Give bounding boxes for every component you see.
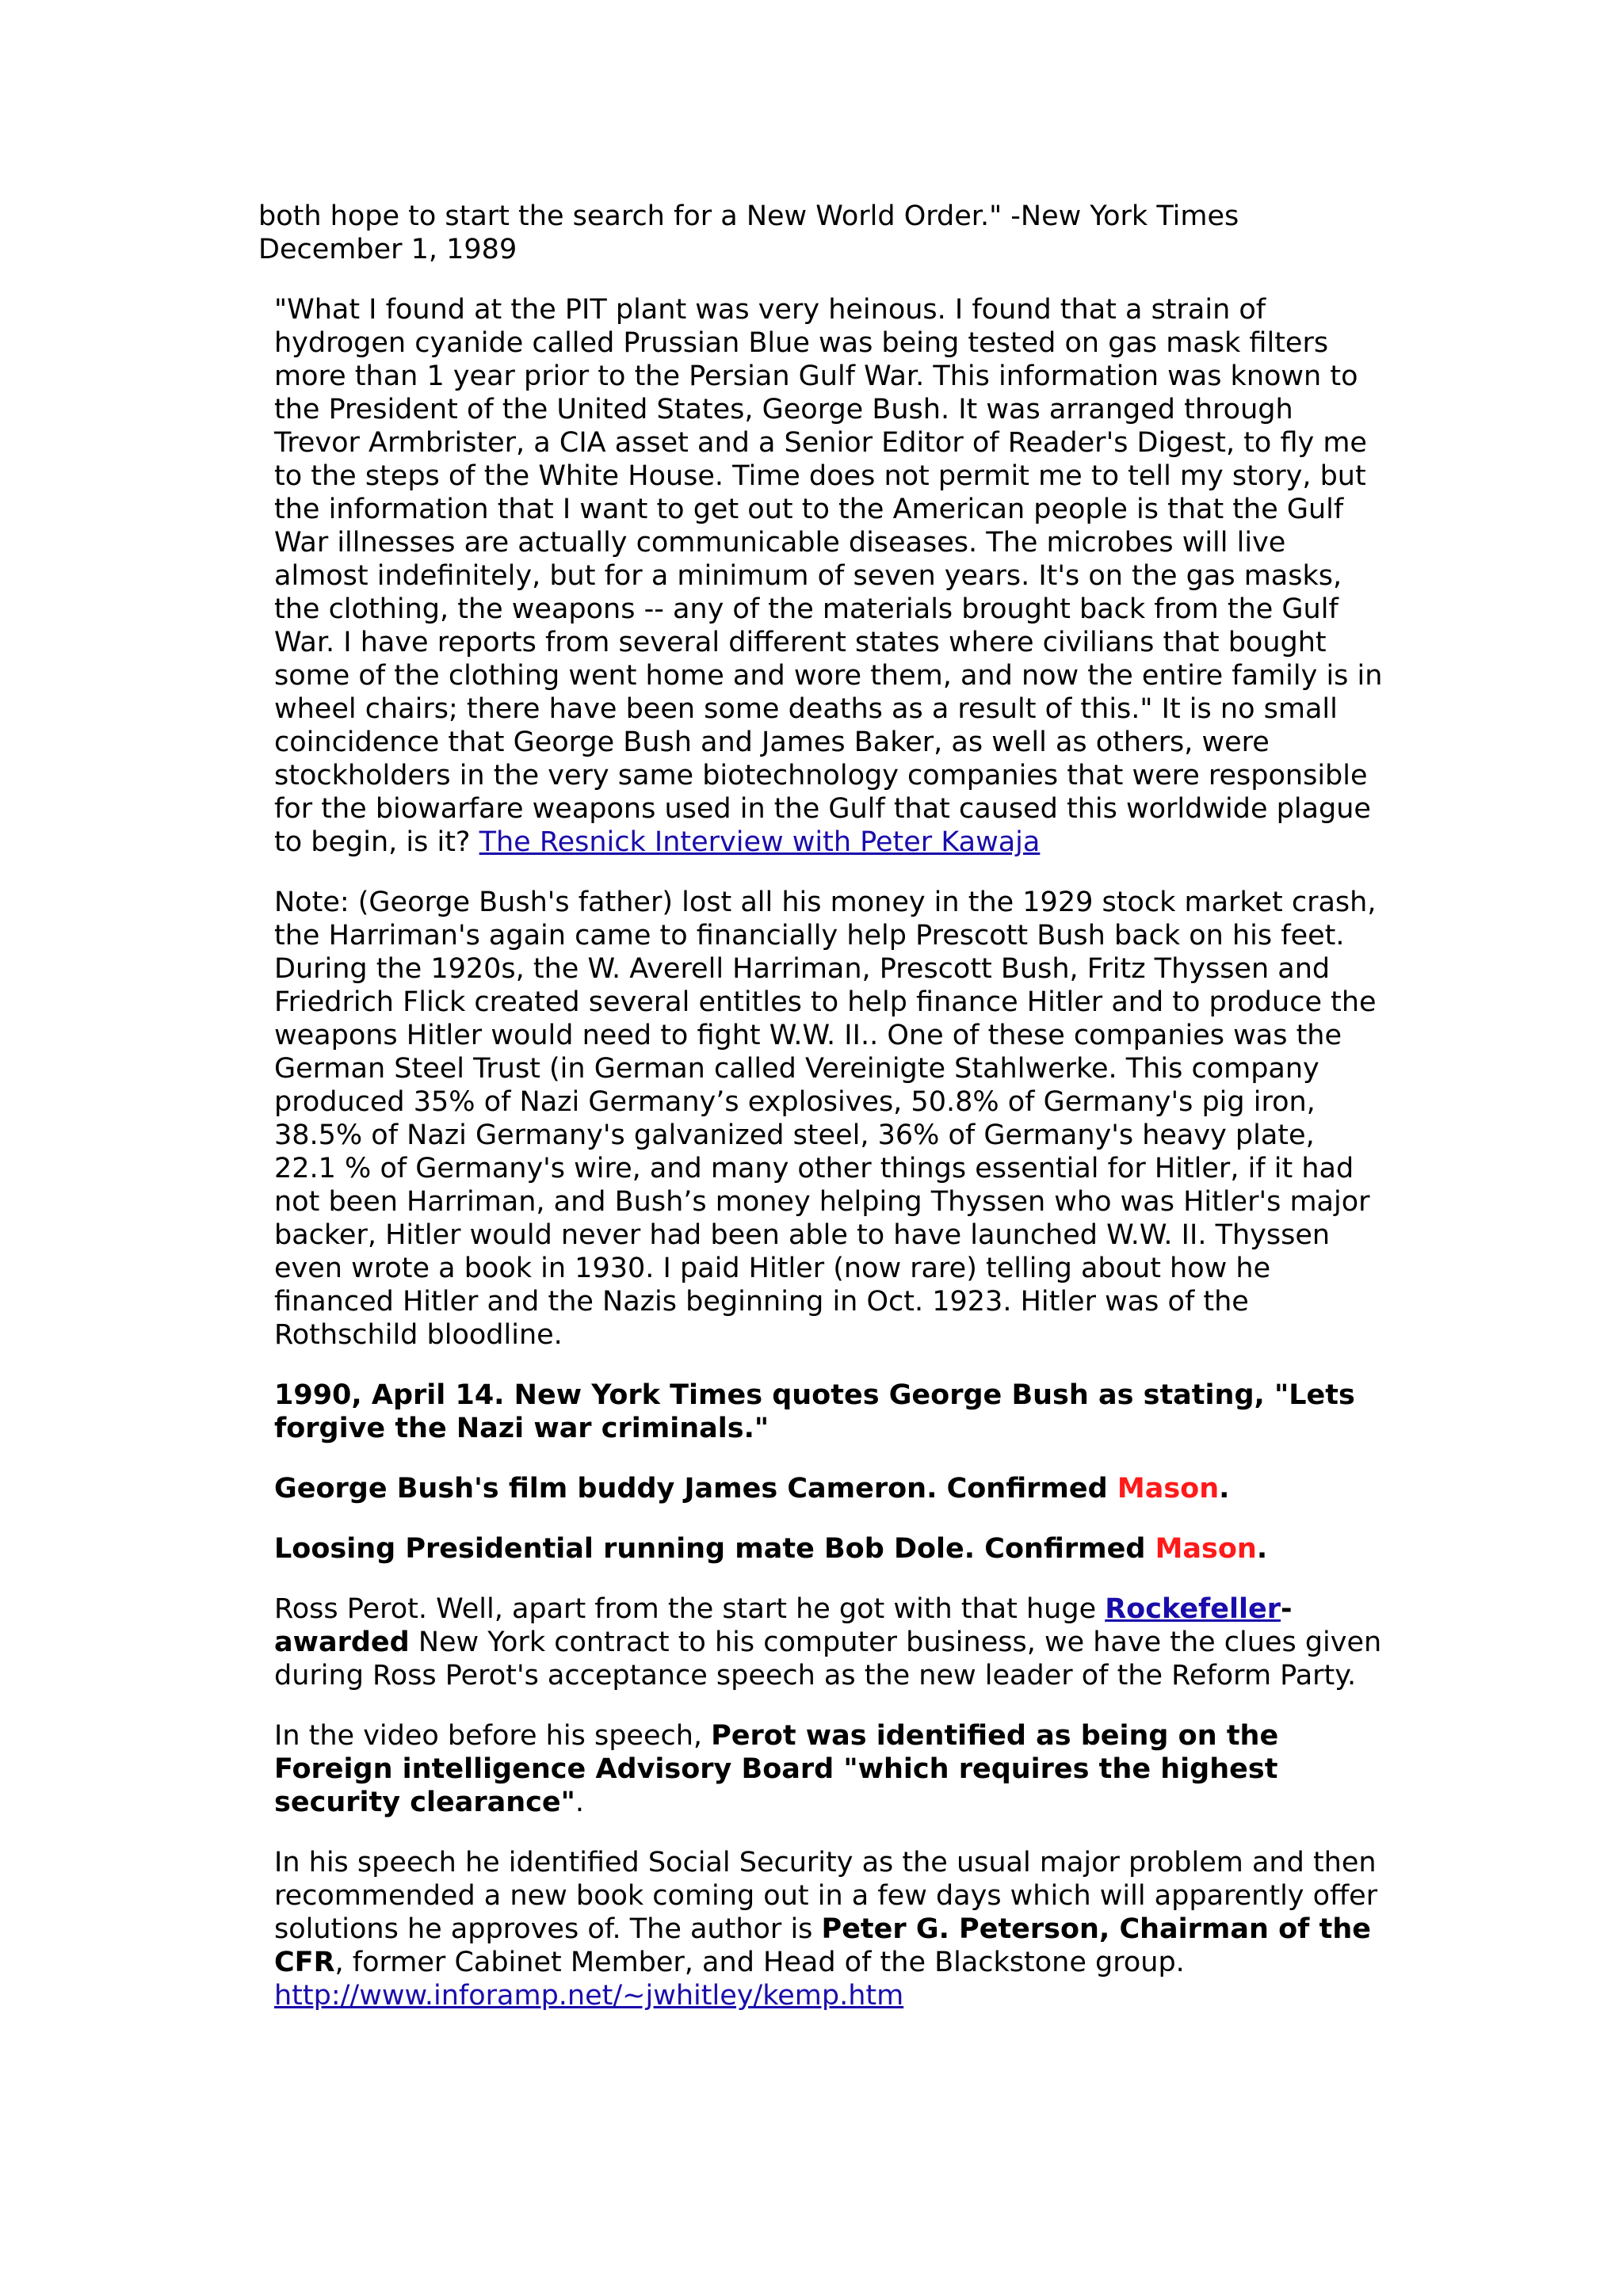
awarded-text: -awarded: [274, 1593, 1293, 1658]
peterson-text: Peter G. Peterson, Chairman of the CFR: [274, 1913, 1371, 1978]
document-body: [258, 200, 1384, 2039]
paragraph-bob-dole: Loosing Presidential running mate Bob Dole. Confirmed Mason.: [274, 1533, 1268, 1565]
paragraph-pit-plant-text: "What I found at the PIT plant was very heinous. I found that a strain of hydrogen cyanide called Prussian Blue was being tested on gas mask filters more than 1 year prior to the Persian Gulf War. This information was known to the President of the United States, George Bush. It was arranged through Trevor Armbrister, a CIA asset and a Senior Editor of Reader's Digest, to fly me to the steps of the White House. Time does not permit me to tell my story, but the information that I want to get out to the American people is that the Gulf War illnesses are actually communicable diseases. The microbes will live almost indefinitely, but for a minimum of seven years. It's on the gas masks, the clothing, the weapons -- any of the materials brought back from the Gulf War. I have reports from several different states where civilians that bought some of the clothing went home and wore them, and now the entire family is in wheel chairs; there have been some deaths as a result of this." It is no small coincidence that George Bush and James Baker, as well as others, were stockholders in the very same biotechnology companies that were responsible for the biowarfare weapons used in the Gulf that caused this worldwide plague to begin, is it?: [274, 294, 1383, 858]
paragraph-video-speech: In the video before his speech, Perot was identified as being on the Foreign intelligence Advisory Board "which requires the highest security clearance".: [274, 1720, 1279, 1818]
resnick-interview-link[interactable]: The Resnick Interview with Peter Kawaja: [479, 826, 1041, 858]
april-1990-text: 1990, April 14. New York Times quotes George Bush as stating, "Lets forgive the Nazi war criminals.": [274, 1379, 1355, 1444]
mason-label-dole: Mason: [1155, 1533, 1257, 1565]
paragraph-ross-perot: Ross Perot. Well, apart from the start he got with that huge Rockefeller-awarded New York contract to his computer business, we have the clues given during Ross Perot's acceptance speech as the new leader of the Reform Party.: [274, 1593, 1382, 1691]
mason-label-cameron: Mason: [1117, 1473, 1220, 1505]
bob-dole-text: Loosing Presidential running mate Bob Dole. Confirmed: [274, 1533, 1155, 1565]
paragraph-note-harriman: Note: (George Bush's father) lost all his money in the 1929 stock market crash, the Harriman's again came to financially help Prescott Bush back on his feet. During the 1920s, the W. Averell Harriman, Prescott Bush, Fritz Thyssen and Friedrich Flick created several entitles to help finance Hitler and to produce the weapons Hitler would need to fight W.W. II.. One of these companies was the German Steel Trust (in German called Vereinigte Stahlwerke. This company produced 35% of Nazi Germany’s explosives, 50.8% of Germany's pig iron, 38.5% of Nazi Germany's galvanized steel, 36% of Germany's heavy plate, 22.1 % of Germany's wire, and many other things essential for Hitler, if it had not been Harriman, and Bush’s money helping Thyssen who was Hitler's major backer, Hitler would never had been able to have launched W.W. II. Thyssen even wrote a book in 1930. I paid Hitler (now rare) telling about how he financed Hitler and the Nazis beginning in Oct. 1923. Hitler was of the Rothschild bloodline.: [274, 887, 1377, 1351]
paragraph-james-cameron: George Bush's film buddy James Cameron. Confirmed Mason.: [274, 1473, 1230, 1505]
james-cameron-text: George Bush's film buddy James Cameron. Confirmed: [274, 1473, 1117, 1505]
paragraph-new-world-order: both hope to start the search for a New World Order." -New York Times December 1, 1989: [258, 200, 1239, 265]
advisory-board-text: Perot was identified as being on the Foreign intelligence Advisory Board "which requires the highest security clearance": [274, 1720, 1279, 1818]
paragraph-social-security: In his speech he identified Social Security as the usual major problem and then recommended a new book coming out in a few days which will apparently offer solutions he approves of. The author is Peter G. Peterson, Chairman of the CFR, former Cabinet Member, and Head of the Blackstone group. http://www.inforamp.net/~jwhitley/kemp.htm: [274, 1847, 1378, 2012]
paragraph-pit-plant: [258, 293, 1384, 859]
kemp-url-link[interactable]: http://www.inforamp.net/~jwhitley/kemp.htm: [274, 1980, 904, 2012]
paragraph-april-1990: [258, 1379, 1384, 1445]
rockefeller-link[interactable]: Rockefeller: [1105, 1593, 1281, 1625]
